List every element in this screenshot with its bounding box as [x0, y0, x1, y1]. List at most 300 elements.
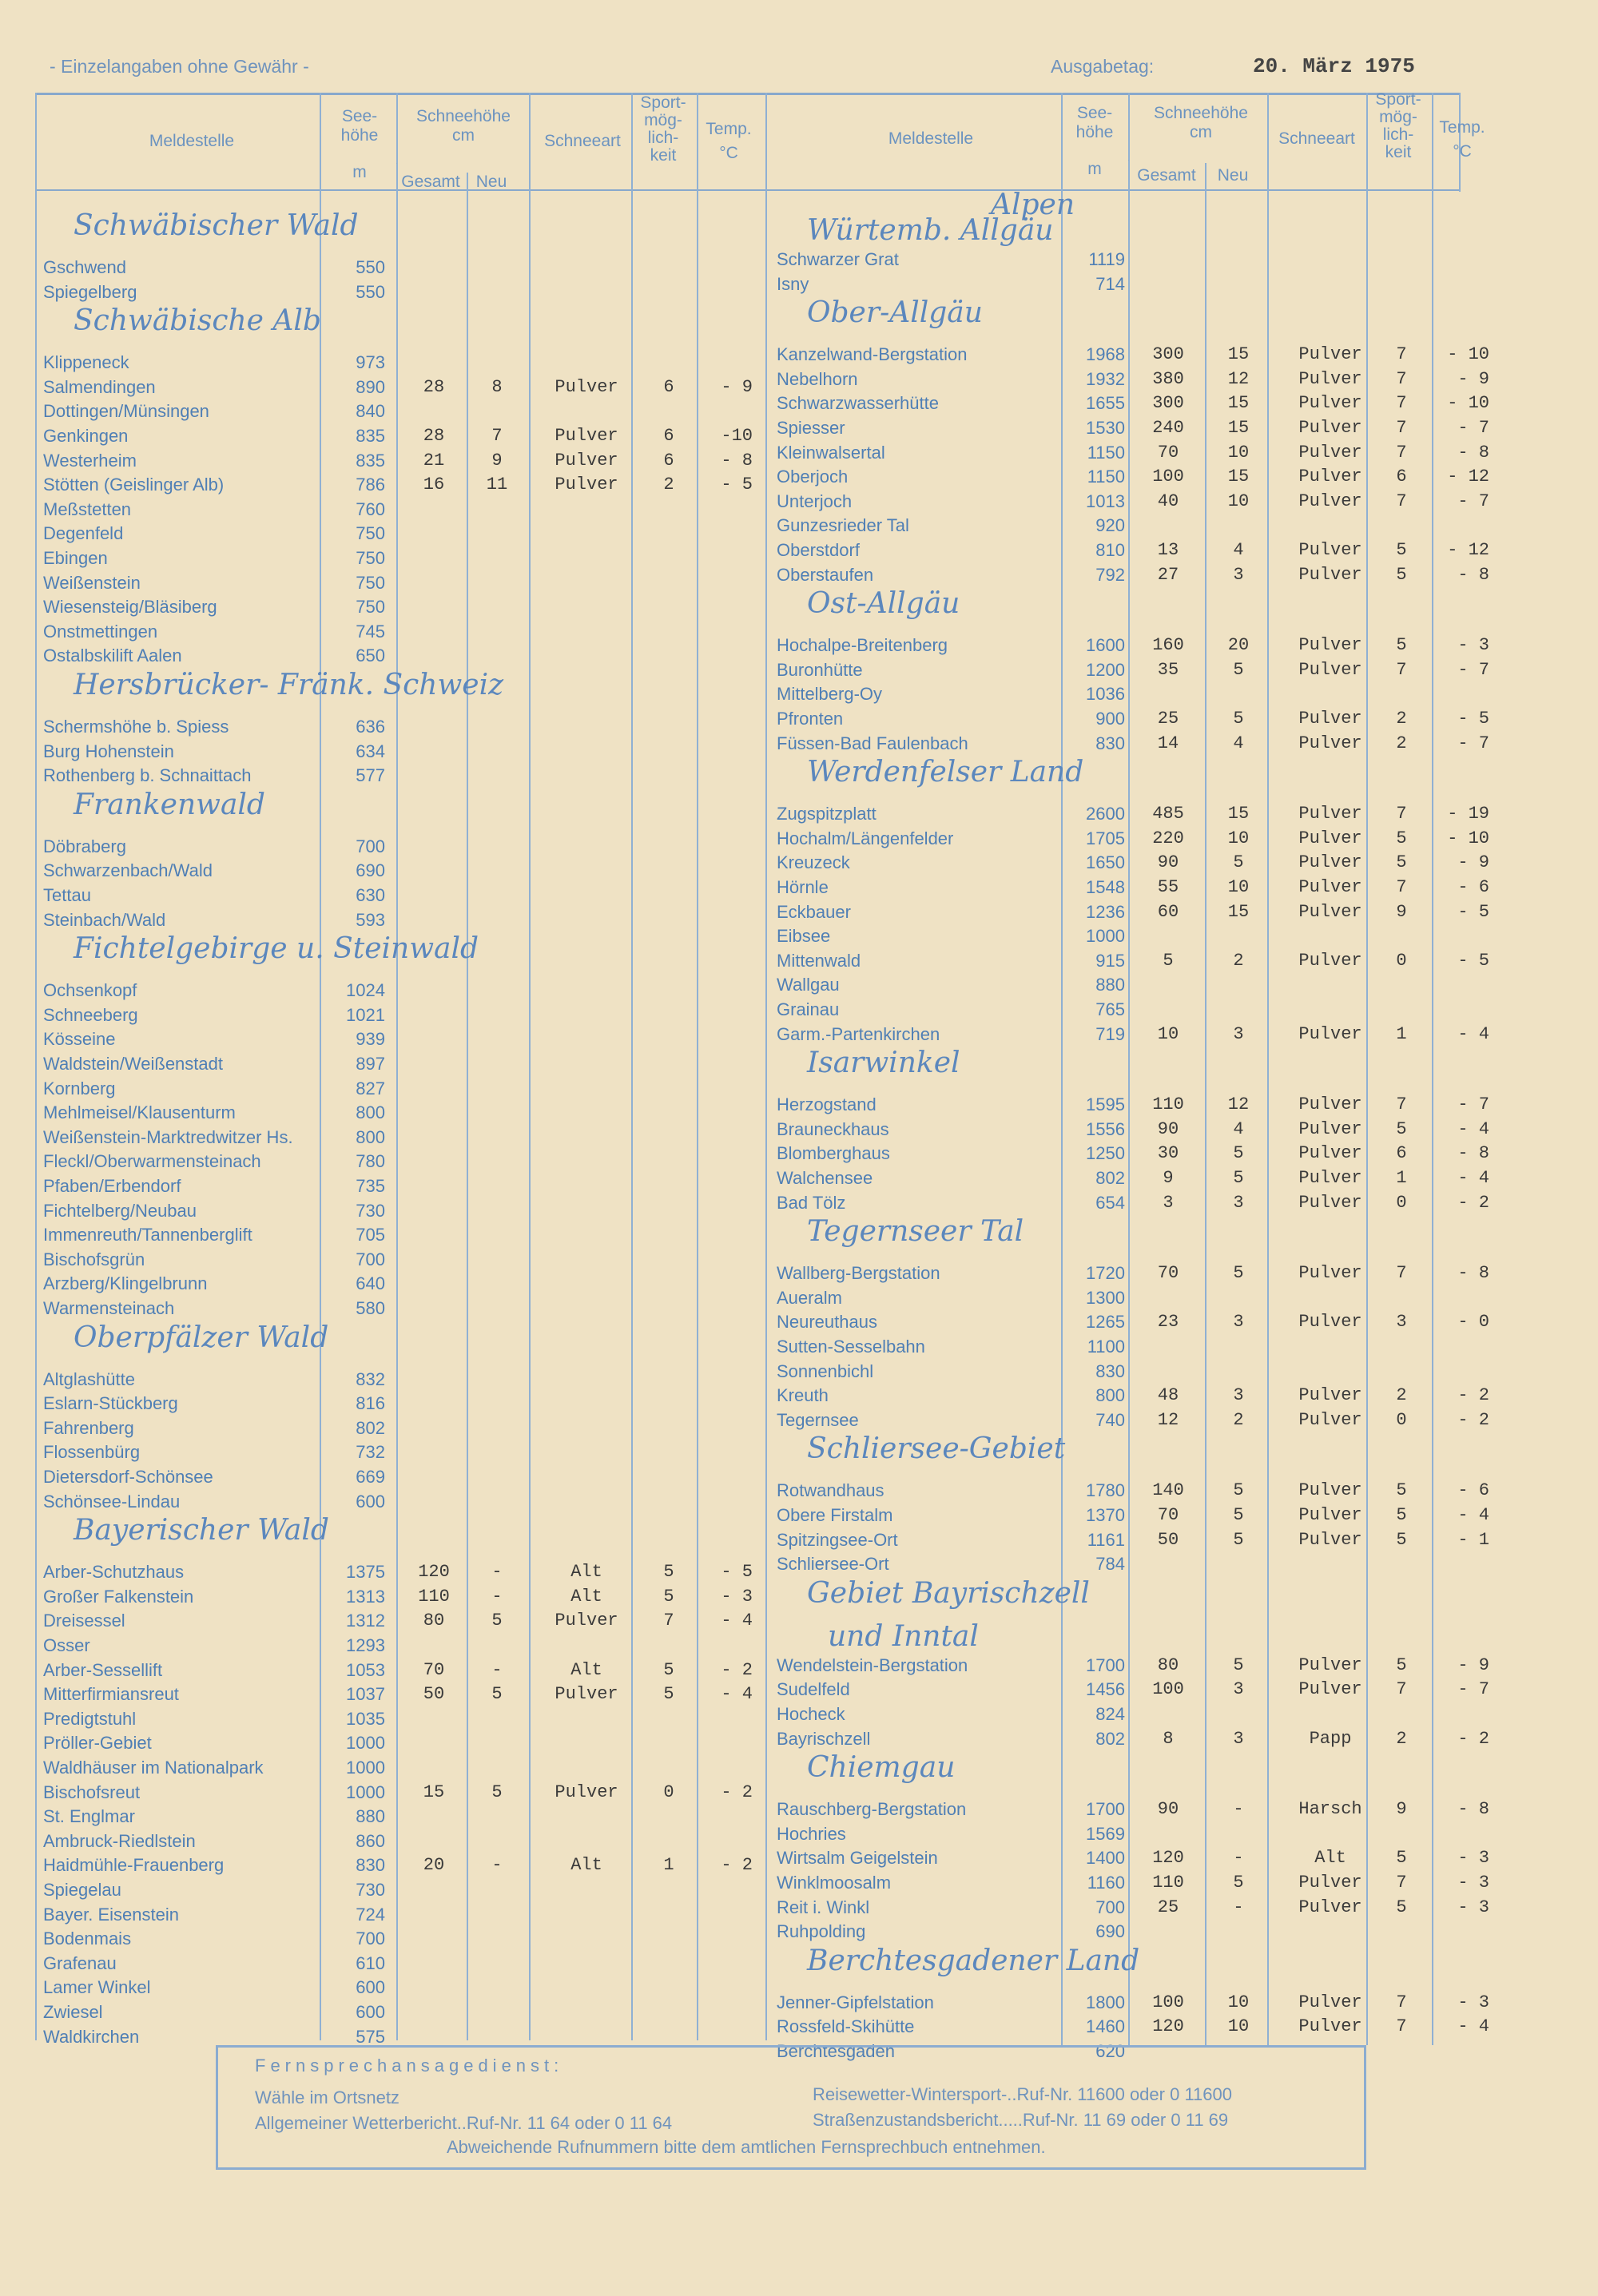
snow-depth-new: 4 [1233, 1118, 1244, 1139]
snow-depth-new: 4 [1233, 540, 1244, 560]
station-row [0, 1093, 1598, 1117]
station-altitude: 800 [356, 1102, 385, 1123]
station-altitude: 1000 [346, 1782, 385, 1802]
station-altitude: 830 [356, 1855, 385, 1876]
station-altitude: 1548 [1086, 877, 1125, 897]
snow-depth-new: 4 [1233, 733, 1244, 753]
snow-depth-total: 485 [1152, 804, 1184, 824]
station-row [0, 441, 1598, 465]
station-row [0, 1191, 1598, 1215]
snow-depth-total: 110 [1152, 1094, 1184, 1115]
temperature: - 8 [1457, 564, 1489, 585]
snow-depth-new: 2 [1233, 1409, 1244, 1430]
snow-depth-total: 28 [423, 426, 445, 446]
col-schneehoehe-unit: cm [452, 126, 475, 145]
temperature: - 19 [1447, 804, 1489, 824]
station-name: Bayer. Eisenstein [43, 1904, 179, 1925]
snow-depth-new: - [491, 1855, 503, 1876]
station-row [0, 416, 1598, 440]
col-temp-label: Temp. [706, 120, 752, 138]
phone-service-line1-left: Wähle im Ortsnetz [255, 2087, 400, 2107]
station-altitude: 792 [1095, 564, 1125, 585]
station-altitude: 1705 [1086, 828, 1125, 848]
snow-type: Pulver [1298, 1143, 1362, 1164]
station-altitude: 750 [356, 523, 385, 544]
station-name: Flossenbürg [43, 1442, 141, 1463]
station-altitude: 802 [1095, 1168, 1125, 1188]
station-altitude: 700 [356, 1929, 385, 1949]
station-name: Dreisessel [43, 1611, 125, 1631]
snow-depth-new: 5 [1233, 1263, 1244, 1284]
sport-rating: 7 [1396, 1873, 1407, 1893]
station-name: Waldhäuser im Nationalpark [43, 1758, 264, 1778]
col-schneehoehe-label: Schneehöhe [1154, 104, 1248, 122]
station-name: Waldstein/Weißenstadt [43, 1054, 223, 1074]
col-sport-line4: keit [650, 146, 677, 165]
station-altitude: 1460 [1086, 2016, 1125, 2037]
station-altitude: 915 [1095, 950, 1125, 971]
station-name: Gschwend [43, 257, 126, 277]
snow-type: Alt [570, 1562, 602, 1583]
snow-type: Pulver [1298, 635, 1362, 656]
temperature: - 1 [1457, 1529, 1489, 1550]
snow-type: Pulver [1298, 1992, 1362, 2012]
station-altitude: 700 [356, 1249, 385, 1269]
station-name: Waldkirchen [43, 2026, 140, 2047]
temperature: - 9 [1457, 852, 1489, 873]
station-altitude: 830 [1095, 733, 1125, 753]
col-gesamt-right: Gesamt [1137, 166, 1196, 185]
temperature: - 5 [721, 1562, 753, 1583]
snow-type: Alt [570, 1855, 602, 1876]
snow-depth-new: 10 [1227, 877, 1250, 897]
station-name: Berchtesgaden [777, 2041, 895, 2061]
col-sport-right [1366, 91, 1430, 161]
station-name: Nebelhorn [777, 368, 858, 389]
station-name: Sudelfeld [777, 1679, 850, 1700]
snow-depth-total: 70 [1157, 1505, 1179, 1525]
station-altitude: 714 [1095, 273, 1125, 294]
station-name: Schwarzenbach/Wald [43, 860, 213, 881]
region-heading: Tegernseer Tal [807, 1215, 1024, 1249]
station-name: Füssen-Bad Faulenbach [777, 733, 968, 753]
station-altitude: 802 [1095, 1728, 1125, 1749]
station-altitude: 600 [356, 1491, 385, 1511]
col-temp-left [697, 120, 761, 163]
sport-rating: 9 [1396, 1799, 1407, 1820]
station-altitude: 550 [356, 257, 385, 277]
temperature: - 5 [1457, 901, 1489, 922]
temperature: - 12 [1447, 467, 1489, 487]
station-row [0, 367, 1598, 391]
snow-depth-new: 5 [491, 1611, 503, 1631]
station-altitude: 730 [356, 1880, 385, 1900]
snow-type: Pulver [1298, 1312, 1362, 1333]
station-name: Grainau [777, 999, 840, 1019]
col-sport-line2: mög- [644, 111, 682, 130]
station-row [0, 1504, 1598, 1527]
station-name: Arber-Sessellift [43, 1659, 163, 1680]
station-name: Bodenmais [43, 1929, 132, 1949]
snow-depth-total: 3 [1163, 1192, 1174, 1213]
station-row [0, 827, 1598, 851]
station-altitude: 780 [356, 1151, 385, 1172]
snow-depth-new: 12 [1227, 1094, 1250, 1115]
snow-depth-total: 15 [423, 1782, 445, 1802]
station-altitude: 973 [356, 352, 385, 373]
sport-rating: 6 [663, 376, 674, 397]
col-meldestelle-left: Meldestelle [149, 132, 235, 150]
snow-depth-total: 50 [423, 1684, 445, 1705]
temperature: - 7 [1457, 659, 1489, 680]
station-name: Mitterfirmiansreut [43, 1684, 179, 1705]
station-name: Hochries [777, 1823, 846, 1844]
snow-depth-new: 10 [1227, 828, 1250, 848]
temperature: - 4 [1457, 1505, 1489, 1525]
station-altitude: 1100 [1087, 1337, 1125, 1357]
station-altitude: 900 [1095, 709, 1125, 729]
temperature: - 7 [1457, 491, 1489, 511]
station-name: Bischofsgrün [43, 1249, 145, 1269]
sport-rating: 5 [663, 1684, 674, 1705]
snow-depth-total: 300 [1152, 393, 1184, 414]
station-name: Oberstdorf [777, 540, 860, 560]
station-name: Reit i. Winkl [777, 1897, 870, 1917]
phone-service-box [216, 2045, 1366, 2170]
snow-type: Pulver [555, 1611, 618, 1631]
snow-depth-new: 10 [1227, 2016, 1250, 2037]
station-name: Arber-Schutzhaus [43, 1562, 185, 1583]
sport-rating: 7 [1396, 442, 1407, 463]
col-seehoehe-line1: See- [341, 107, 378, 125]
snow-depth-total: 90 [1157, 1118, 1179, 1139]
snow-type: Pulver [1298, 804, 1362, 824]
sport-rating: 0 [1396, 950, 1407, 971]
snow-type: Pulver [555, 376, 618, 397]
header-top-rule [35, 93, 1461, 95]
temperature: - 3 [1457, 1848, 1489, 1869]
station-altitude: 550 [356, 281, 385, 302]
snow-depth-new: - [491, 1659, 503, 1680]
sport-rating: 5 [1396, 1480, 1407, 1501]
sport-rating: 7 [1396, 418, 1407, 438]
temperature: - 6 [1457, 877, 1489, 897]
sport-rating: 7 [1396, 491, 1407, 511]
station-altitude: 630 [356, 885, 385, 905]
disclaimer-note: - Einzelangaben ohne Gewähr - [50, 56, 309, 77]
station-row [0, 1871, 1598, 1895]
station-altitude: 939 [356, 1029, 385, 1050]
snow-depth-total: 8 [1163, 1728, 1174, 1749]
station-name: Burg Hohenstein [43, 741, 174, 761]
station-row [0, 1920, 1598, 1944]
station-altitude: 705 [356, 1225, 385, 1245]
temperature: - 3 [1457, 1897, 1489, 1917]
snow-type: Pulver [1298, 852, 1362, 873]
station-altitude: 830 [1095, 1361, 1125, 1381]
station-row [0, 900, 1598, 924]
station-name: Immenreuth/Tannenberglift [43, 1225, 252, 1245]
snow-depth-new: 5 [1233, 1654, 1244, 1675]
station-altitude: 593 [356, 909, 385, 930]
station-altitude: 690 [1095, 1921, 1125, 1942]
station-row [0, 973, 1598, 997]
station-altitude: 1595 [1086, 1094, 1125, 1115]
station-name: Eibsee [777, 926, 831, 947]
snow-type: Pulver [1298, 344, 1362, 365]
station-name: Garm.-Partenkirchen [777, 1023, 940, 1044]
temperature: - 8 [1457, 1143, 1489, 1164]
sport-rating: 6 [663, 426, 674, 446]
station-altitude: 1300 [1086, 1287, 1125, 1308]
snow-type: Papp [1309, 1728, 1352, 1749]
station-altitude: 1013 [1086, 491, 1125, 511]
snow-depth-new: 15 [1227, 901, 1250, 922]
snow-type: Pulver [1298, 418, 1362, 438]
station-row [0, 1846, 1598, 1870]
snow-type: Pulver [1298, 564, 1362, 585]
col-temp-label: Temp. [1439, 118, 1485, 137]
station-name: Großer Falkenstein [43, 1586, 194, 1607]
station-name: Döbraberg [43, 836, 126, 856]
col-gesamt-left: Gesamt [401, 173, 460, 191]
subheader-rule [396, 163, 397, 164]
sport-rating: 7 [1396, 1679, 1407, 1700]
sport-rating: 5 [663, 1586, 674, 1607]
snow-type: Pulver [1298, 659, 1362, 680]
station-altitude: 835 [356, 450, 385, 471]
temperature: - 5 [1457, 709, 1489, 729]
snow-depth-new: 8 [491, 376, 503, 397]
snow-depth-total: 380 [1152, 368, 1184, 389]
station-row [0, 1896, 1598, 1920]
station-row [0, 1223, 1598, 1247]
snow-depth-new: 10 [1227, 491, 1250, 511]
station-name: Ambruck-Riedlstein [43, 1830, 196, 1851]
snow-depth-new: 5 [1233, 852, 1244, 873]
sport-rating: 0 [1396, 1409, 1407, 1430]
snow-type: Pulver [1298, 2016, 1362, 2037]
issue-date-label: Ausgabetag: [1051, 56, 1155, 77]
station-altitude: 732 [356, 1442, 385, 1463]
snow-depth-new: 2 [1233, 950, 1244, 971]
col-meldestelle-right: Meldestelle [888, 129, 974, 148]
snow-depth-new: 3 [1233, 1679, 1244, 1700]
region-subheading: und Inntal [828, 1619, 979, 1653]
station-row [0, 682, 1598, 706]
phone-service-line1-right: Reisewetter-Wintersport-..Ruf-Nr. 11600 oder 0 11600 [813, 2084, 1232, 2104]
station-altitude: 669 [356, 1467, 385, 1487]
station-altitude: 880 [1095, 975, 1125, 995]
station-altitude: 1037 [346, 1684, 385, 1705]
station-row [0, 1585, 1598, 1609]
sport-rating: 7 [1396, 368, 1407, 389]
snow-depth-total: 60 [1157, 901, 1179, 922]
station-row [0, 1756, 1598, 1780]
snow-type: Alt [1314, 1848, 1346, 1869]
sport-rating: 6 [663, 450, 674, 471]
temperature: - 4 [1457, 1168, 1489, 1188]
station-altitude: 1720 [1086, 1263, 1125, 1284]
station-row [0, 998, 1598, 1022]
station-name: Spiegelau [43, 1880, 121, 1900]
snow-type: Pulver [1298, 491, 1362, 511]
station-name: Fleckl/Oberwarmensteinach [43, 1151, 261, 1172]
station-altitude: 880 [356, 1806, 385, 1827]
phone-service-line3: Abweichende Rufnummern bitte dem amtlichen Fernsprechbuch entnehmen. [447, 2137, 1046, 2157]
station-altitude: 1650 [1086, 852, 1125, 873]
snow-type: Pulver [1298, 467, 1362, 487]
temperature: - 12 [1447, 540, 1489, 560]
sport-rating: 5 [1396, 1505, 1407, 1525]
station-name: Brauneckhaus [777, 1118, 889, 1139]
station-row [0, 1408, 1598, 1432]
station-row [0, 1702, 1598, 1726]
snow-depth-total: 100 [1152, 467, 1184, 487]
temperature: - 4 [1457, 1023, 1489, 1044]
station-name: Zwiesel [43, 2002, 103, 2022]
station-altitude: 745 [356, 621, 385, 642]
snow-depth-new: 7 [491, 426, 503, 446]
station-name: Wallberg-Bergstation [777, 1263, 940, 1284]
station-altitude: 760 [356, 499, 385, 519]
col-seehoehe-unit: m [1087, 160, 1102, 179]
snow-depth-new: 15 [1227, 393, 1250, 414]
sport-rating: 2 [1396, 1385, 1407, 1406]
snow-type: Pulver [1298, 1094, 1362, 1115]
temperature: - 4 [721, 1611, 753, 1631]
station-name: Oberstaufen [777, 564, 874, 585]
station-name: Ebingen [43, 548, 108, 568]
sport-rating: 0 [1396, 1192, 1407, 1213]
sport-rating: 7 [1396, 2016, 1407, 2037]
station-altitude: 719 [1095, 1023, 1125, 1044]
snow-depth-total: 25 [1157, 709, 1179, 729]
snow-depth-total: 300 [1152, 344, 1184, 365]
station-name: Obere Firstalm [777, 1505, 893, 1525]
snow-depth-total: 70 [1157, 1263, 1179, 1284]
region-heading: Berchtesgadener Land [807, 1944, 1140, 1977]
station-name: Lamer Winkel [43, 1977, 151, 1998]
station-name: Spitzingsee-Ort [777, 1529, 898, 1550]
station-altitude: 1036 [1086, 684, 1125, 705]
sport-rating: 5 [1396, 828, 1407, 848]
station-altitude: 580 [356, 1298, 385, 1318]
station-altitude: 824 [1095, 1704, 1125, 1724]
snow-depth-new: 10 [1227, 1992, 1250, 2012]
snow-depth-new: 5 [1233, 1143, 1244, 1164]
station-name: Kreuzeck [777, 852, 850, 873]
snow-depth-total: 110 [1152, 1873, 1184, 1893]
snow-depth-new: 15 [1227, 467, 1250, 487]
station-altitude: 1150 [1087, 442, 1125, 463]
station-name: Sonnenbichl [777, 1361, 874, 1381]
temperature: - 8 [1457, 1799, 1489, 1820]
region-heading: Ober-Allgäu [807, 296, 983, 330]
sport-rating: 5 [1396, 1654, 1407, 1675]
snow-type: Pulver [1298, 1654, 1362, 1675]
sport-rating: 6 [1396, 1143, 1407, 1164]
station-altitude: 810 [1095, 540, 1125, 560]
snow-type: Pulver [555, 450, 618, 471]
station-name: Spiesser [777, 418, 845, 438]
station-altitude: 1265 [1086, 1312, 1125, 1333]
station-row [0, 343, 1598, 367]
temperature: - 10 [1447, 344, 1489, 365]
temperature: - 10 [1447, 828, 1489, 848]
station-altitude: 1000 [346, 1758, 385, 1778]
snow-type: Pulver [1298, 368, 1362, 389]
snow-depth-new: 20 [1227, 635, 1250, 656]
region-heading: Schwäbische Alb [74, 304, 321, 338]
sport-rating: 7 [1396, 659, 1407, 680]
station-altitude: 840 [356, 401, 385, 422]
temperature: - 5 [721, 475, 753, 495]
sport-rating: 5 [1396, 852, 1407, 873]
region-heading: Chiemgau [807, 1751, 956, 1785]
sport-rating: 5 [1396, 635, 1407, 656]
station-altitude: 575 [356, 2026, 385, 2047]
snow-depth-total: 220 [1152, 828, 1184, 848]
snow-depth-new: 15 [1227, 804, 1250, 824]
station-name: Bad Tölz [777, 1192, 846, 1213]
station-name: Blomberghaus [777, 1143, 890, 1164]
sport-rating: 3 [1396, 1312, 1407, 1333]
snow-depth-total: 5 [1163, 950, 1174, 971]
temperature: - 4 [1457, 1118, 1489, 1139]
snow-depth-new: 5 [1233, 1873, 1244, 1893]
snow-type: Pulver [555, 1684, 618, 1705]
station-altitude: 1119 [1088, 249, 1125, 269]
region-subheading: Würtemb. Allgäu [807, 214, 1054, 247]
station-name: Onstmettingen [43, 621, 158, 642]
station-altitude: 700 [356, 836, 385, 856]
issue-date-value: 20. März 1975 [1253, 54, 1415, 78]
temperature: - 10 [1447, 393, 1489, 414]
region-heading: Schwäbischer Wald [74, 209, 359, 242]
station-row [0, 465, 1598, 489]
station-altitude: 620 [1095, 2041, 1125, 2061]
station-altitude: 750 [356, 548, 385, 568]
region-heading: Alpen [991, 189, 1075, 221]
snow-depth-new: 5 [1233, 1168, 1244, 1188]
station-row [0, 1797, 1598, 1821]
station-altitude: 1530 [1086, 418, 1125, 438]
col-seehoehe-line2: höhe [1075, 123, 1114, 142]
station-name: Mittenwald [777, 950, 861, 971]
snow-type: Pulver [1298, 393, 1362, 414]
station-name: Kornberg [43, 1078, 116, 1098]
station-name: Pröller-Gebiet [43, 1733, 152, 1754]
station-name: Ostalbskilift Aalen [43, 646, 182, 666]
station-altitude: 1000 [1086, 926, 1125, 947]
station-row [0, 1335, 1598, 1359]
station-altitude: 650 [356, 646, 385, 666]
phone-service-line2-left: Allgemeiner Wetterbericht..Ruf-Nr. 11 64 oder 0 11 64 [255, 2113, 673, 2133]
station-altitude: 827 [356, 1078, 385, 1098]
station-name: Kreuth [777, 1385, 829, 1406]
station-name: Gunzesrieder Tal [777, 515, 909, 536]
station-row [0, 876, 1598, 900]
snow-type: Pulver [1298, 540, 1362, 560]
station-name: Osser [43, 1635, 90, 1655]
station-name: Ochsenkopf [43, 980, 137, 1001]
snow-depth-total: 120 [1152, 1848, 1184, 1869]
station-name: Hocheck [777, 1704, 845, 1724]
station-name: Herzogstand [777, 1094, 877, 1115]
region-heading: Schliersee-Gebiet [807, 1432, 1066, 1466]
station-name: Pfronten [777, 709, 844, 729]
